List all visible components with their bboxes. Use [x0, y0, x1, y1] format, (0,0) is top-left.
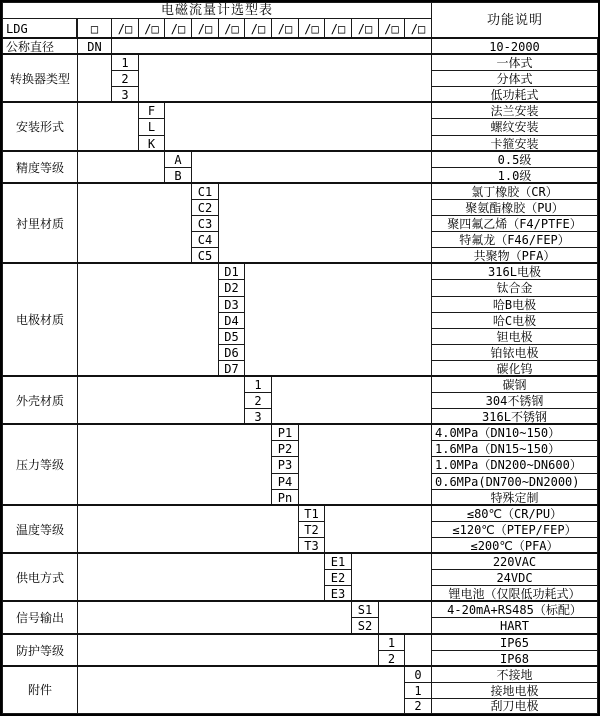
ldg-slot: /□ [244, 18, 272, 39]
option-code: T1 [298, 505, 325, 522]
divider [2, 262, 598, 264]
option-description: 钽电极 [431, 328, 598, 345]
option-code: Pn [271, 489, 299, 506]
option-description: 1.0MPa（DN200~DN600） [431, 456, 598, 474]
spacer-cell [77, 553, 325, 602]
option-description: 碳化钨 [431, 360, 598, 377]
option-code: P2 [271, 440, 299, 457]
spacer-cell [77, 634, 379, 667]
option-code: P4 [271, 473, 299, 490]
option-description: ≤120℃（PTEP/FEP） [431, 521, 598, 538]
option-code: 1 [378, 634, 405, 651]
spacer-cell [77, 151, 165, 184]
ldg-slot: /□ [324, 18, 352, 39]
ldg-slot: /□ [298, 18, 325, 39]
option-description: ≤80℃（CR/PU） [431, 505, 598, 522]
option-description: 0.6MPa(DN700~DN2000) [431, 473, 598, 490]
spacer-cell [271, 376, 432, 425]
ldg-slot: /□ [111, 18, 139, 39]
category-label: 温度等级 [2, 505, 78, 554]
spacer-cell [77, 376, 245, 425]
spacer-cell [351, 553, 432, 602]
option-code: C2 [191, 199, 219, 216]
spacer-cell [404, 634, 432, 667]
ldg-slot: /□ [191, 18, 219, 39]
spacer-cell [77, 183, 192, 264]
ldg-slot: /□ [164, 18, 192, 39]
ldg-slot: /□ [378, 18, 405, 39]
option-description: 聚四氟乙烯（F4/PTFE） [431, 215, 598, 232]
spacer-cell [164, 102, 432, 152]
ldg-slot: /□ [218, 18, 245, 39]
option-code: T3 [298, 537, 325, 554]
option-description: 一体式 [431, 54, 598, 71]
divider [2, 182, 598, 184]
function-column-header: 功能说明 [431, 2, 599, 39]
spacer-cell [191, 151, 432, 184]
option-code: D6 [218, 344, 245, 361]
divider [2, 600, 598, 602]
option-code: 2 [378, 650, 405, 667]
spacer-cell [298, 424, 432, 506]
option-description: 分体式 [431, 70, 598, 87]
category-label: 供电方式 [2, 553, 78, 602]
divider [2, 504, 598, 506]
spacer-cell [77, 601, 352, 635]
option-description: 哈B电极 [431, 296, 598, 313]
option-code: D3 [218, 296, 245, 313]
option-description: 304不锈钢 [431, 392, 598, 409]
divider [2, 423, 598, 425]
option-description: 低功耗式 [431, 86, 598, 103]
option-code: 2 [404, 698, 432, 714]
category-label: 信号输出 [2, 601, 78, 635]
option-description: 铂铱电极 [431, 344, 598, 361]
option-code: 3 [244, 408, 272, 425]
category-label: 附件 [2, 666, 78, 714]
option-description: 刮刀电极 [431, 698, 598, 714]
option-code: 0 [404, 666, 432, 683]
option-description: ≤200℃（PFA） [431, 537, 598, 554]
option-description: 螺纹安装 [431, 118, 598, 136]
option-description: IP68 [431, 650, 598, 667]
option-code: 1 [111, 54, 139, 71]
ldg-slot: /□ [271, 18, 299, 39]
option-code: L [138, 118, 165, 136]
spacer-cell [77, 505, 299, 554]
option-code: E1 [324, 553, 352, 570]
option-description: 接地电极 [431, 682, 598, 699]
ldg-slot: /□ [404, 18, 432, 39]
option-code: 3 [111, 86, 139, 103]
option-description: 共聚物（PFA） [431, 247, 598, 264]
option-description: 碳钢 [431, 376, 598, 393]
option-code: C3 [191, 215, 219, 232]
option-code: 2 [111, 70, 139, 87]
spacer-cell [324, 505, 432, 554]
option-description: 10-2000 [431, 38, 598, 55]
option-code: D5 [218, 328, 245, 345]
option-code: C4 [191, 231, 219, 248]
option-description: 哈C电极 [431, 312, 598, 329]
spacer-cell [218, 183, 432, 264]
option-code: E2 [324, 569, 352, 586]
category-label: 压力等级 [2, 424, 78, 506]
option-description: 氯丁橡胶（CR） [431, 183, 598, 200]
divider [2, 552, 598, 554]
option-code: D2 [218, 279, 245, 297]
option-code: A [164, 151, 192, 168]
option-code: C1 [191, 183, 219, 200]
option-description: 卡箍安装 [431, 135, 598, 152]
option-code: K [138, 135, 165, 152]
category-label: 电极材质 [2, 263, 78, 377]
ldg-slot: □ [77, 18, 112, 39]
option-code: D4 [218, 312, 245, 329]
divider [2, 53, 598, 55]
option-description: 4.0MPa（DN10~150） [431, 424, 598, 441]
divider [2, 37, 598, 39]
option-code: D1 [218, 263, 245, 280]
option-description: 316L不锈钢 [431, 408, 598, 425]
divider [2, 665, 598, 667]
option-description: 0.5级 [431, 151, 598, 168]
table-title: 电磁流量计选型表 [2, 2, 432, 19]
option-description: 特殊定制 [431, 489, 598, 506]
option-description: 220VAC [431, 553, 598, 570]
divider [2, 633, 598, 635]
option-description: HART [431, 617, 598, 635]
divider [2, 101, 598, 103]
option-code: C5 [191, 247, 219, 264]
option-code: S2 [351, 617, 379, 635]
divider [2, 150, 598, 152]
spacer-cell [244, 263, 432, 377]
option-description: 24VDC [431, 569, 598, 586]
category-label: 外壳材质 [2, 376, 78, 425]
option-code: 1 [244, 376, 272, 393]
option-description: 316L电极 [431, 263, 598, 280]
option-code: P3 [271, 456, 299, 474]
option-description: 不接地 [431, 666, 598, 683]
option-description: 聚氨酯橡胶（PU） [431, 199, 598, 216]
option-code: T2 [298, 521, 325, 538]
spacer-cell [378, 601, 432, 635]
spacer-cell [77, 54, 112, 103]
option-code: P1 [271, 424, 299, 441]
category-label: 精度等级 [2, 151, 78, 184]
option-code: D7 [218, 360, 245, 377]
option-code: DN [77, 38, 112, 55]
option-code: S1 [351, 601, 379, 618]
option-code: E3 [324, 585, 352, 602]
category-label: 公称直径 [2, 38, 78, 55]
option-description: 特氟龙（F46/FEP） [431, 231, 598, 248]
spacer-cell [138, 54, 432, 103]
option-description: 4-20mA+RS485（标配） [431, 601, 598, 618]
option-description: 1.6MPa（DN15~150） [431, 440, 598, 457]
option-description: 锂电池（仅限低功耗式） [431, 585, 598, 602]
option-code: B [164, 167, 192, 184]
category-label: 防护等级 [2, 634, 78, 667]
category-label: 转换器类型 [2, 54, 78, 103]
option-code: F [138, 102, 165, 119]
category-label: 衬里材质 [2, 183, 78, 264]
option-code: 1 [404, 682, 432, 699]
ldg-slot: /□ [138, 18, 165, 39]
spacer-cell [77, 102, 139, 152]
spacer-cell [77, 666, 405, 714]
spacer-cell [77, 424, 272, 506]
ldg-slot: /□ [351, 18, 379, 39]
option-code: 2 [244, 392, 272, 409]
option-description: 1.0级 [431, 167, 598, 184]
divider [2, 375, 598, 377]
spacer-cell [77, 263, 219, 377]
option-description: 法兰安装 [431, 102, 598, 119]
model-prefix-label: LDG [2, 18, 77, 39]
category-label: 安装形式 [2, 102, 78, 152]
option-description: IP65 [431, 634, 598, 651]
option-description: 钛合金 [431, 279, 598, 297]
